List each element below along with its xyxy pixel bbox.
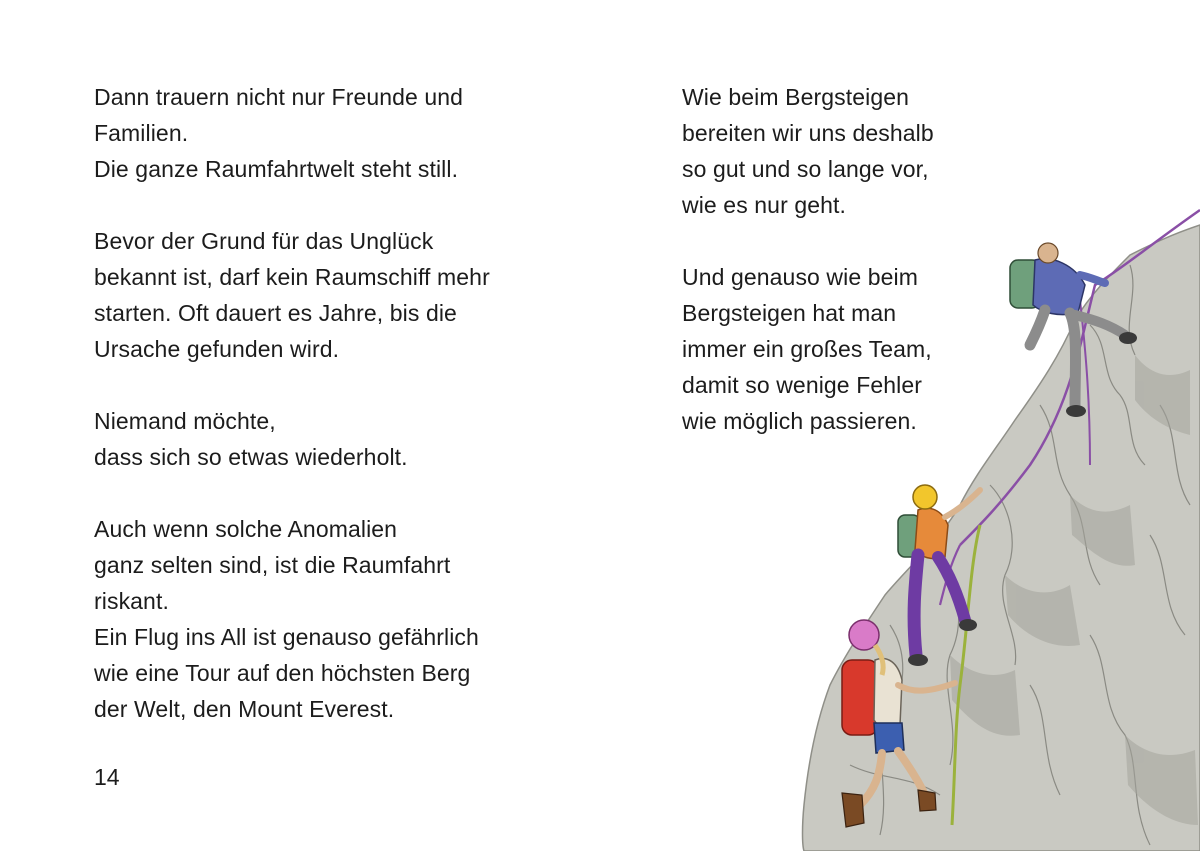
- leg-right: [1070, 313, 1076, 405]
- text-line: damit so wenige Fehler: [682, 372, 922, 398]
- text-line: Und genauso wie beim: [682, 264, 918, 290]
- text-line: der Welt, den Mount Everest.: [94, 696, 395, 722]
- text-line: Ursache gefunden wird.: [94, 336, 340, 362]
- text-line: wie möglich passieren.: [682, 408, 917, 434]
- text-line: Bergsteigen hat man: [682, 300, 897, 326]
- text-line: dass sich so etwas wiederholt.: [94, 444, 408, 470]
- paragraph-gap: [94, 367, 564, 403]
- text-line: starten. Oft dauert es Jahre, bis die: [94, 300, 457, 326]
- shoe: [959, 619, 977, 631]
- paragraph: [94, 223, 564, 367]
- text-line: Niemand möchte,: [94, 408, 276, 434]
- text-line: immer ein großes Team,: [682, 336, 932, 362]
- boot: [842, 793, 864, 827]
- text-line: Auch wenn solche Anomalien: [94, 516, 398, 542]
- helmet: [913, 485, 937, 509]
- climbers-on-rock-face-icon: [790, 205, 1200, 851]
- leg-left: [1030, 310, 1045, 345]
- text-line: ganz selten sind, ist die Raumfahrt: [94, 552, 451, 578]
- shoe: [1119, 332, 1137, 344]
- torso: [874, 659, 902, 728]
- paragraph-gap: [94, 187, 564, 223]
- text-line: Die ganze Raumfahrtwelt steht still.: [94, 156, 459, 182]
- shoe: [908, 654, 928, 666]
- paragraph: [94, 511, 564, 727]
- paragraph: [94, 79, 564, 187]
- text-line: wie eine Tour auf den höchsten Berg: [94, 660, 471, 686]
- text-line: so gut und so lange vor,: [682, 156, 929, 182]
- boot: [918, 790, 936, 811]
- page-number: 14: [94, 764, 120, 790]
- text-line: Ein Flug ins All ist genauso gefährlich: [94, 624, 479, 650]
- pants: [914, 555, 918, 655]
- torso: [1033, 259, 1085, 315]
- left-text-column: [94, 79, 564, 727]
- text-line: riskant.: [94, 588, 169, 614]
- text-line: Familien.: [94, 120, 189, 146]
- head: [1038, 243, 1058, 263]
- paragraph: [682, 79, 982, 223]
- text-line: bekannt ist, darf kein Raumschiff mehr: [94, 264, 490, 290]
- text-line: wie es nur geht.: [682, 192, 846, 218]
- shoe: [1066, 405, 1086, 417]
- text-line: Bevor der Grund für das Unglück: [94, 228, 434, 254]
- text-line: bereiten wir uns deshalb: [682, 120, 934, 146]
- text-line: Wie beim Bergsteigen: [682, 84, 909, 110]
- text-line: Dann trauern nicht nur Freunde und: [94, 84, 464, 110]
- backpack: [842, 660, 878, 735]
- paragraph-gap: [94, 475, 564, 511]
- paragraph: [94, 403, 564, 475]
